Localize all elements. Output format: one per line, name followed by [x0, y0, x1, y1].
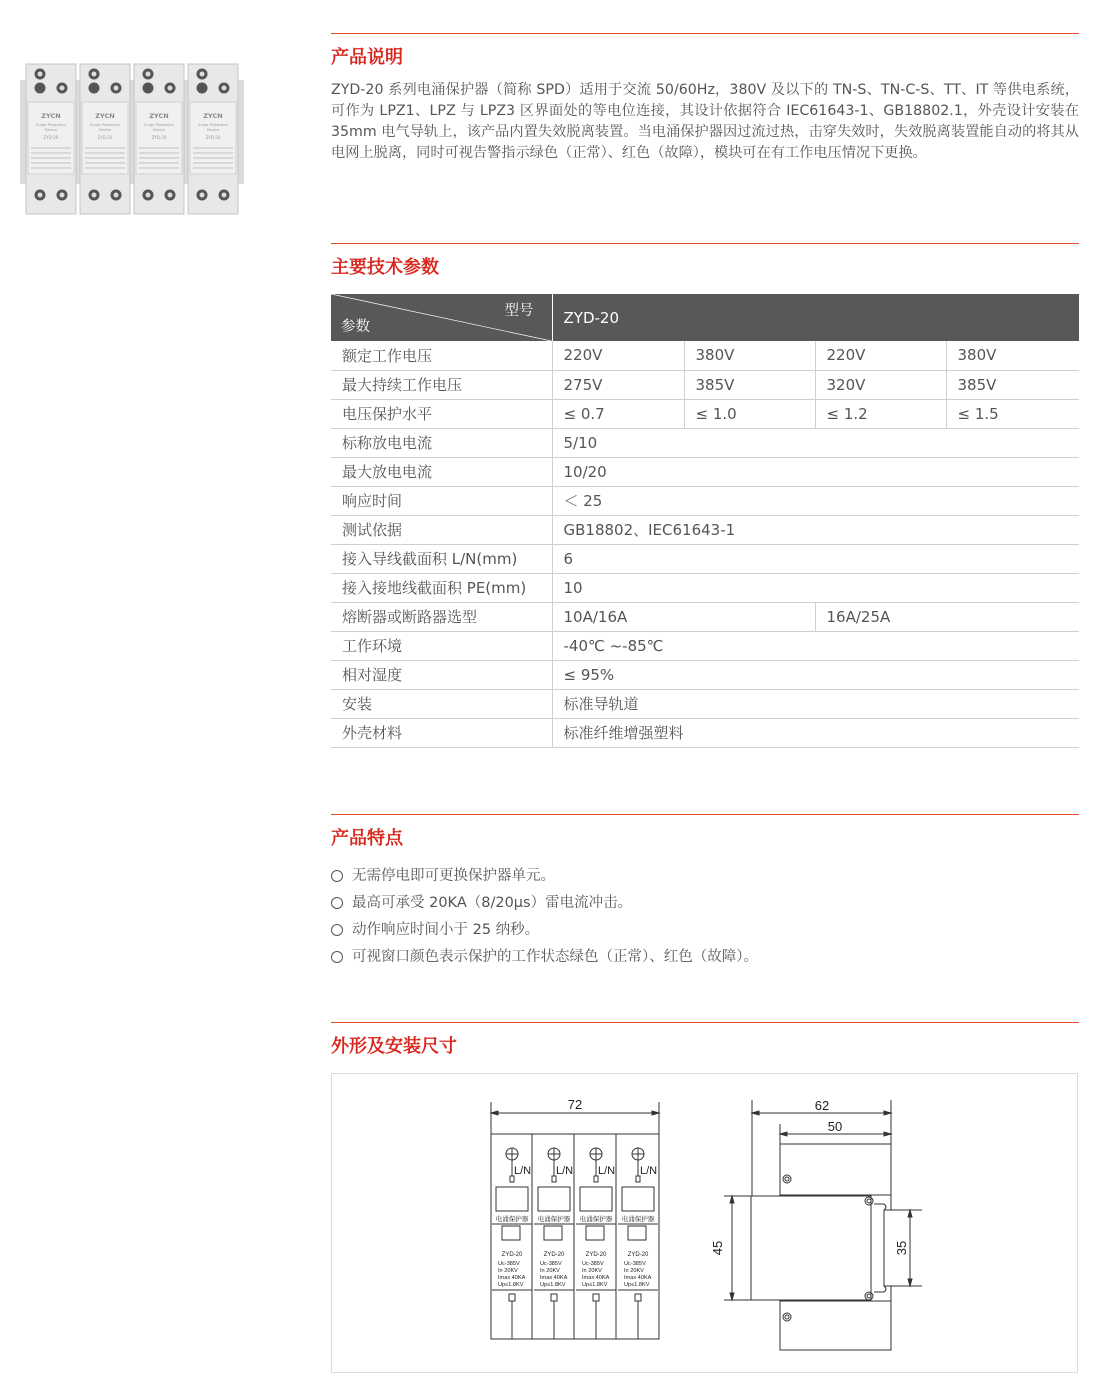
features-title: 产品特点 [331, 828, 403, 849]
module-label: 电涌保护器 [621, 1216, 655, 1223]
spec-cell: 5/10 [552, 428, 1079, 457]
spec-cell: 220V [552, 341, 684, 370]
module-spec: Imax 40KA [540, 1275, 568, 1281]
module-spec: Uc-385V [582, 1261, 604, 1267]
spec-table [331, 294, 1079, 748]
spec-cell: 220V [815, 341, 946, 370]
drawing-module [492, 1148, 532, 1339]
spec-cell: 380V [946, 341, 1079, 370]
side-height-dimension: 45 [710, 1240, 725, 1256]
photo-model: ZYD-20 [97, 135, 113, 140]
spec-row-label: 相对湿度 [331, 660, 552, 689]
spec-row-label: 最大持续工作电压 [331, 370, 552, 399]
front-width-dimension: 72 [567, 1097, 583, 1112]
photo-model: ZYD-20 [151, 135, 167, 140]
module-spec: Uc-385V [624, 1261, 646, 1267]
spec-row-label: 响应时间 [331, 486, 552, 515]
side-inner-depth-dimension: 50 [827, 1119, 843, 1134]
photo-brand: ZYCN [149, 112, 169, 120]
photo-module [26, 64, 76, 214]
circle-bullet-icon [331, 870, 343, 882]
spec-cell: GB18802、IEC61643-1 [552, 515, 1079, 544]
spec-row-label: 接入接地线截面积 PE(mm) [331, 573, 552, 602]
feature-text: 可视窗口颜色表示保护的工作状态绿色（正常）、红色（故障）。 [352, 948, 758, 965]
module-label: 电涌保护器 [537, 1216, 571, 1223]
dimension-drawing-box [331, 1073, 1078, 1373]
feature-item [331, 889, 758, 916]
spec-cell: 10 [552, 573, 1079, 602]
header-param-label: 参数 [341, 319, 370, 335]
spec-cell: ≤ 1.2 [815, 399, 946, 428]
terminal-label: L/N [640, 1165, 658, 1177]
header-model-label: 型号 [504, 303, 534, 319]
module-spec: Up≤1.8KV [498, 1282, 524, 1288]
spec-cell: -40℃ ~-85℃ [552, 631, 1079, 660]
spec-row [331, 515, 1079, 544]
photo-brand: ZYCN [95, 112, 115, 120]
terminal-label: L/N [598, 1165, 616, 1177]
spec-row-label: 标称放电电流 [331, 428, 552, 457]
spec-row-label: 额定工作电压 [331, 341, 552, 370]
features-section [331, 814, 1079, 851]
spec-cell: 10/20 [552, 457, 1079, 486]
spec-row [331, 631, 1079, 660]
spec-row [331, 399, 1079, 428]
spec-row-label: 安装 [331, 689, 552, 718]
drawing-module [532, 1134, 574, 1339]
photo-module [134, 64, 184, 214]
feature-text: 最高可承受 20KA（8/20μs）雷电流冲击。 [352, 894, 633, 911]
photo-name: Surge Protection [36, 123, 66, 127]
side-depth-dimension: 62 [814, 1098, 830, 1113]
side-view [724, 1100, 922, 1350]
module-spec: Up≤1.8KV [624, 1282, 650, 1288]
photo-name: Surge Protection [144, 123, 174, 127]
photo-model: ZYD-20 [205, 135, 221, 140]
module-spec: Uc-385V [540, 1261, 562, 1267]
photo-module [80, 64, 130, 214]
module-spec: Imax 40KA [624, 1275, 652, 1281]
spec-row-label: 熔断器或断路器选型 [331, 602, 552, 631]
section-rule [331, 1022, 1079, 1023]
spec-row-label: 接入导线截面积 L/N(mm) [331, 544, 552, 573]
specs-title: 主要技术参数 [331, 257, 439, 278]
feature-item [331, 862, 758, 889]
spec-row [331, 544, 1079, 573]
section-rule [331, 243, 1079, 244]
spec-cell: ≤ 1.5 [946, 399, 1079, 428]
photo-model: ZYD-20 [43, 135, 59, 140]
module-spec: In 20KV [540, 1268, 560, 1274]
section-rule [331, 814, 1079, 815]
spec-cell: 10A/16A [552, 602, 815, 631]
spec-row [331, 486, 1079, 515]
description-text: ZYD-20 系列电涌保护器（简称 SPD）适用于交流 50/60Hz，380V 及以下的 TN-S、TN-C-S、TT、IT 等供电系统，可作为 LPZ1、LPZ 与 LPZ3 区界面处的等电位连接，其设计依据符合 IEC61643-1、GB18802.1，外壳设计安装在 35mm 电气导轨上，该产品内置失效脱离装置。当电涌保护器因过流过热，击穿失效时，失效脱离装置能自动的将其从电网上脱离，同时可视告警指示绿色（正常）、红色（故障），模块可在有工作电压情况下更换。 [331, 82, 1079, 161]
module-spec: In 20KV [582, 1268, 602, 1274]
spec-row-label: 工作环境 [331, 631, 552, 660]
feature-item [331, 943, 758, 970]
product-photo [18, 62, 246, 217]
specs-section [331, 243, 1079, 280]
spec-cell: 385V [684, 370, 815, 399]
photo-name: Device [152, 128, 166, 132]
spec-cell: ≤ 0.7 [552, 399, 684, 428]
spec-row [331, 428, 1079, 457]
terminal-label: L/N [556, 1165, 574, 1177]
spec-header-corner [331, 294, 552, 341]
spec-cell: 385V [946, 370, 1079, 399]
header-model-value: ZYD-20 [552, 294, 1079, 341]
module-model: ZYD-20 [501, 1252, 523, 1258]
feature-item [331, 916, 758, 943]
spec-cell: ≤ 95% [552, 660, 1079, 689]
photo-brand: ZYCN [41, 112, 61, 120]
circle-bullet-icon [331, 897, 343, 909]
drawing-module [616, 1134, 658, 1339]
photo-module [188, 64, 238, 214]
spec-row [331, 660, 1079, 689]
spec-header-row [331, 294, 1079, 341]
spec-row-label: 电压保护水平 [331, 399, 552, 428]
features-list [331, 862, 758, 970]
spec-cell: 标准纤维增强塑料 [552, 718, 1079, 747]
photo-name: Device [98, 128, 112, 132]
spec-cell: ≤ 1.0 [684, 399, 815, 428]
spec-cell: 16A/25A [815, 602, 1079, 631]
module-spec: In 20KV [624, 1268, 644, 1274]
dimensions-title: 外形及安装尺寸 [331, 1036, 457, 1057]
module-model: ZYD-20 [585, 1252, 607, 1258]
module-spec: In 20KV [498, 1268, 518, 1274]
photo-name: Device [44, 128, 58, 132]
spec-cell: 标准导轨道 [552, 689, 1079, 718]
spec-cell: 320V [815, 370, 946, 399]
dimensions-section [331, 1022, 1079, 1059]
module-model: ZYD-20 [627, 1252, 649, 1258]
spec-row [331, 370, 1079, 399]
spec-row [331, 602, 1079, 631]
description-section [331, 33, 1079, 70]
module-label: 电涌保护器 [495, 1216, 529, 1223]
module-spec: Imax 40KA [582, 1275, 610, 1281]
module-spec: Uc-385V [498, 1261, 520, 1267]
module-label: 电涌保护器 [579, 1216, 613, 1223]
terminal-label: L/N [514, 1165, 532, 1177]
module-spec: Up≤1.8KV [540, 1282, 566, 1288]
circle-bullet-icon [331, 924, 343, 936]
spec-row-label: 最大放电电流 [331, 457, 552, 486]
photo-name: Device [206, 128, 220, 132]
section-rule [331, 33, 1079, 34]
spec-row-label: 测试依据 [331, 515, 552, 544]
circle-bullet-icon [331, 951, 343, 963]
front-view [491, 1102, 659, 1339]
spec-cell: 380V [684, 341, 815, 370]
dimension-drawing [332, 1074, 1077, 1372]
photo-name: Surge Protection [198, 123, 228, 127]
feature-text: 无需停电即可更换保护器单元。 [352, 867, 555, 884]
description-title: 产品说明 [331, 47, 403, 68]
feature-text: 动作响应时间小于 25 纳秒。 [352, 921, 540, 938]
spec-cell: 275V [552, 370, 684, 399]
rail-dimension: 35 [894, 1240, 909, 1256]
spec-cell: 6 [552, 544, 1079, 573]
photo-name: Surge Protection [90, 123, 120, 127]
spec-row [331, 718, 1079, 747]
drawing-module [574, 1134, 616, 1339]
spec-row [331, 341, 1079, 370]
photo-brand: ZYCN [203, 112, 223, 120]
module-model: ZYD-20 [543, 1252, 565, 1258]
module-spec: Imax 40KA [498, 1275, 526, 1281]
spec-row [331, 457, 1079, 486]
spec-cell: ＜ 25 [552, 486, 1079, 515]
spec-row [331, 689, 1079, 718]
spec-row [331, 573, 1079, 602]
spec-row-label: 外壳材料 [331, 718, 552, 747]
module-spec: Up≤1.8KV [582, 1282, 608, 1288]
